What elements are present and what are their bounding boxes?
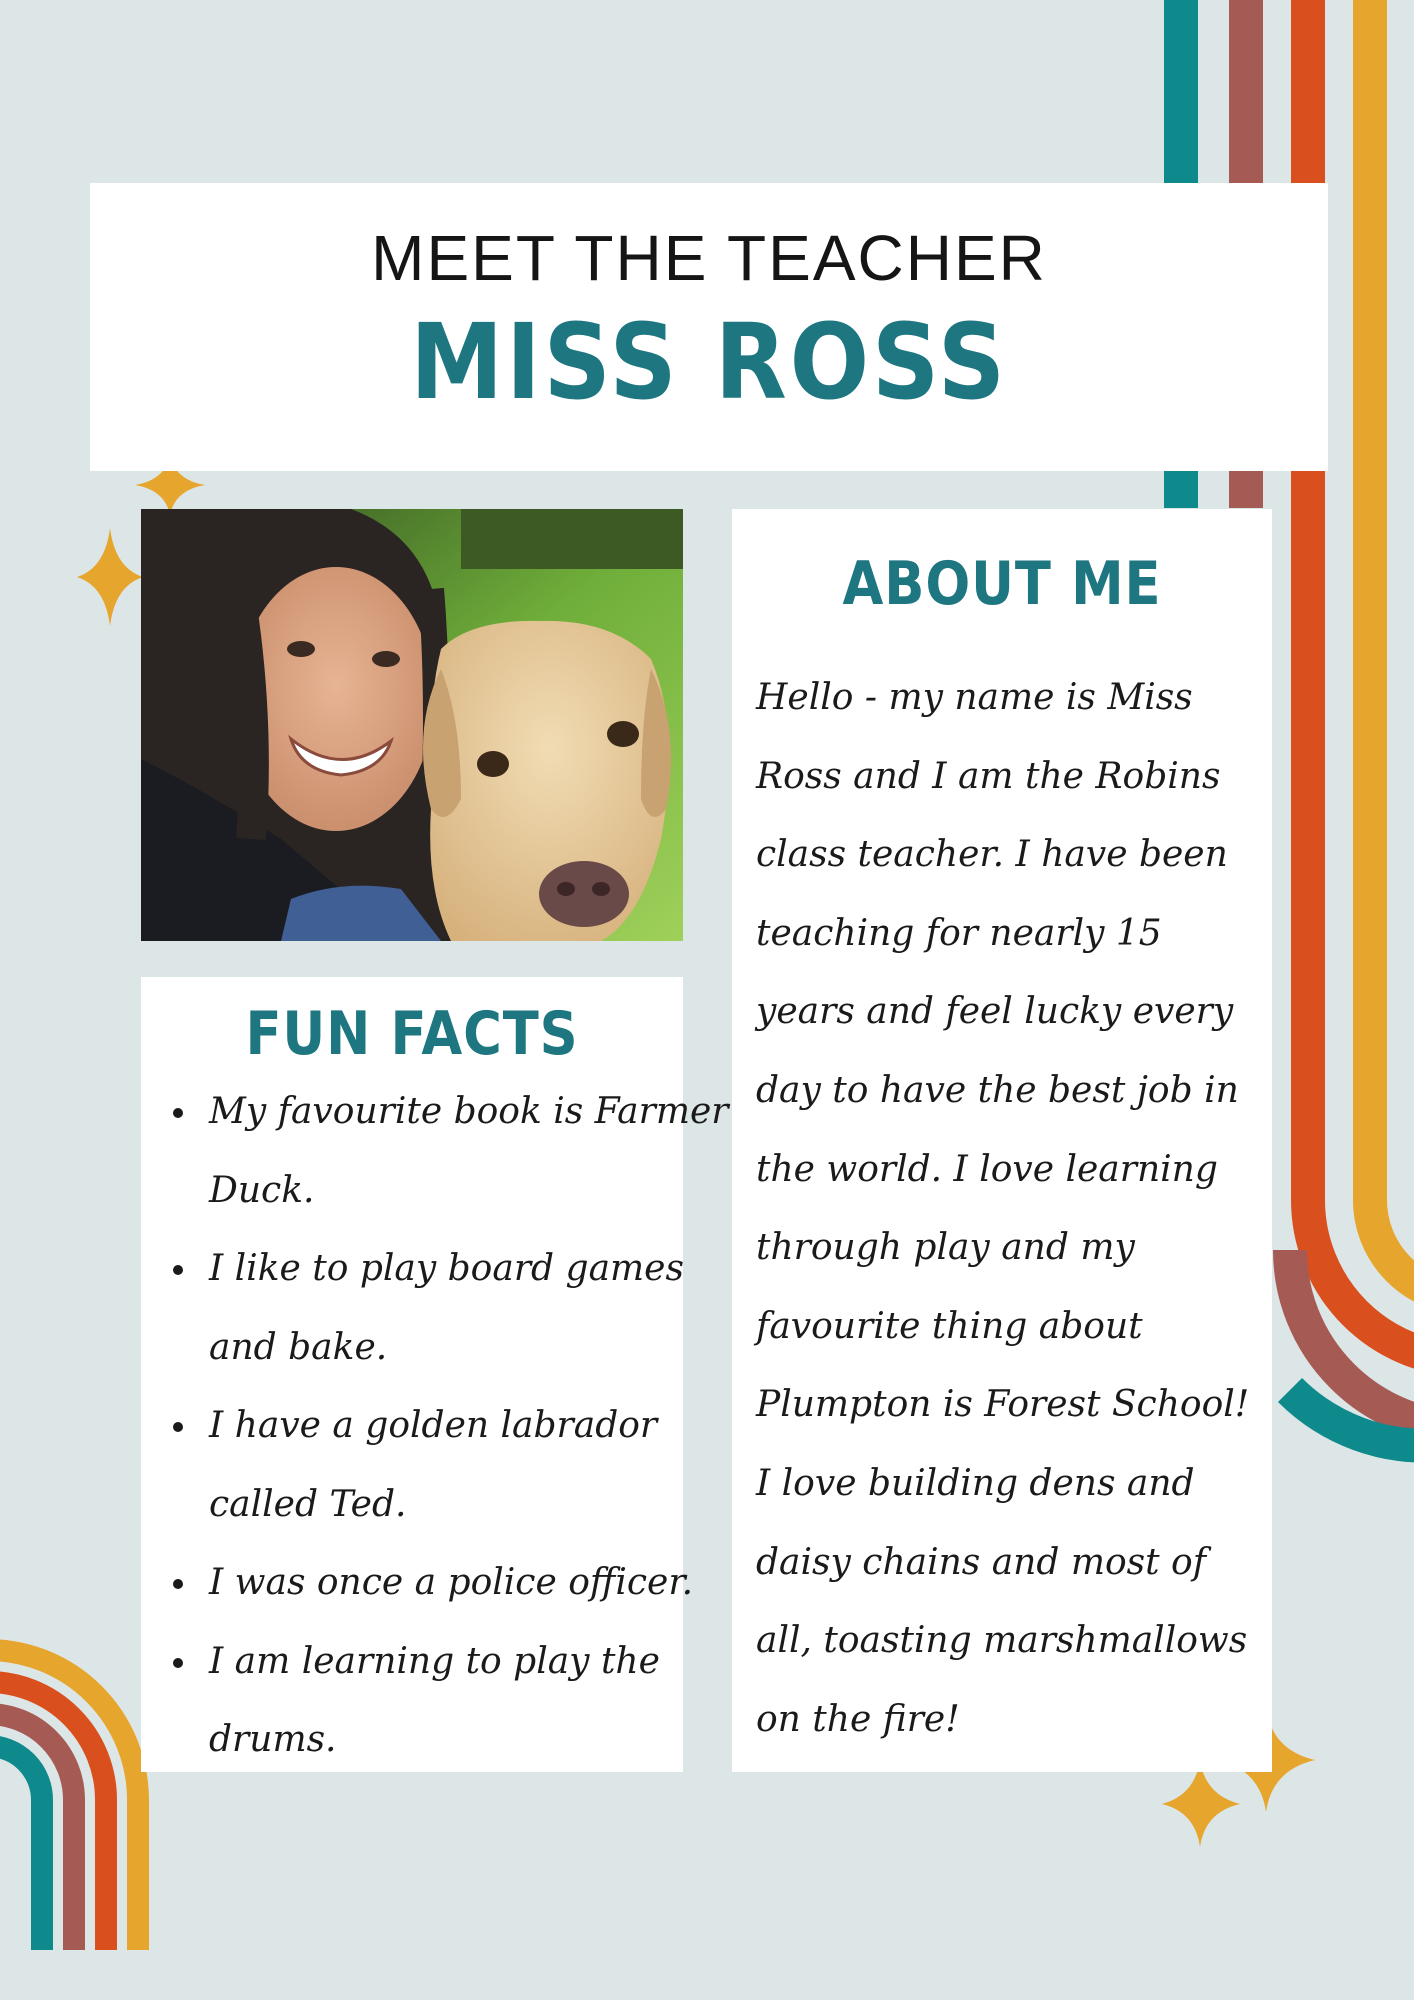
photo-illustration (141, 509, 683, 941)
header-card (90, 183, 1328, 471)
list-item: I like to play board games and bake. (209, 1230, 729, 1387)
teacher-and-dog-photo (141, 509, 683, 941)
bottom-left-rainbow (0, 1650, 138, 1950)
teacher-name: MISS ROSS (410, 301, 1008, 423)
fun-facts-heading: FUN FACTS (245, 999, 579, 1069)
sparkle-icon (1162, 1760, 1240, 1847)
about-me-card (732, 509, 1272, 1772)
page-title: MEET THE TEACHER (371, 222, 1047, 294)
list-item: I am learning to play the drums. (209, 1623, 729, 1780)
fun-facts-card (141, 977, 729, 1772)
about-me-heading: ABOUT ME (842, 549, 1162, 619)
list-item: My favourite book is Farmer Duck. (209, 1073, 729, 1230)
fun-facts-list (141, 1073, 729, 1780)
about-me-text: Hello - my name is Miss Ross and I am the Robins class teacher. I have been teaching for nearly 15 years and feel lucky every day to have the best job in the world. I love learning through play and my favourite thing about Plumpton is Forest School! I love building dens and daisy chains and most of all, toasting marshmallows on the fire! (756, 677, 1250, 1740)
list-item: I was once a police officer. (209, 1544, 729, 1623)
sparkle-icon (77, 528, 143, 626)
list-item: I have a golden labrador called Ted. (209, 1387, 729, 1544)
